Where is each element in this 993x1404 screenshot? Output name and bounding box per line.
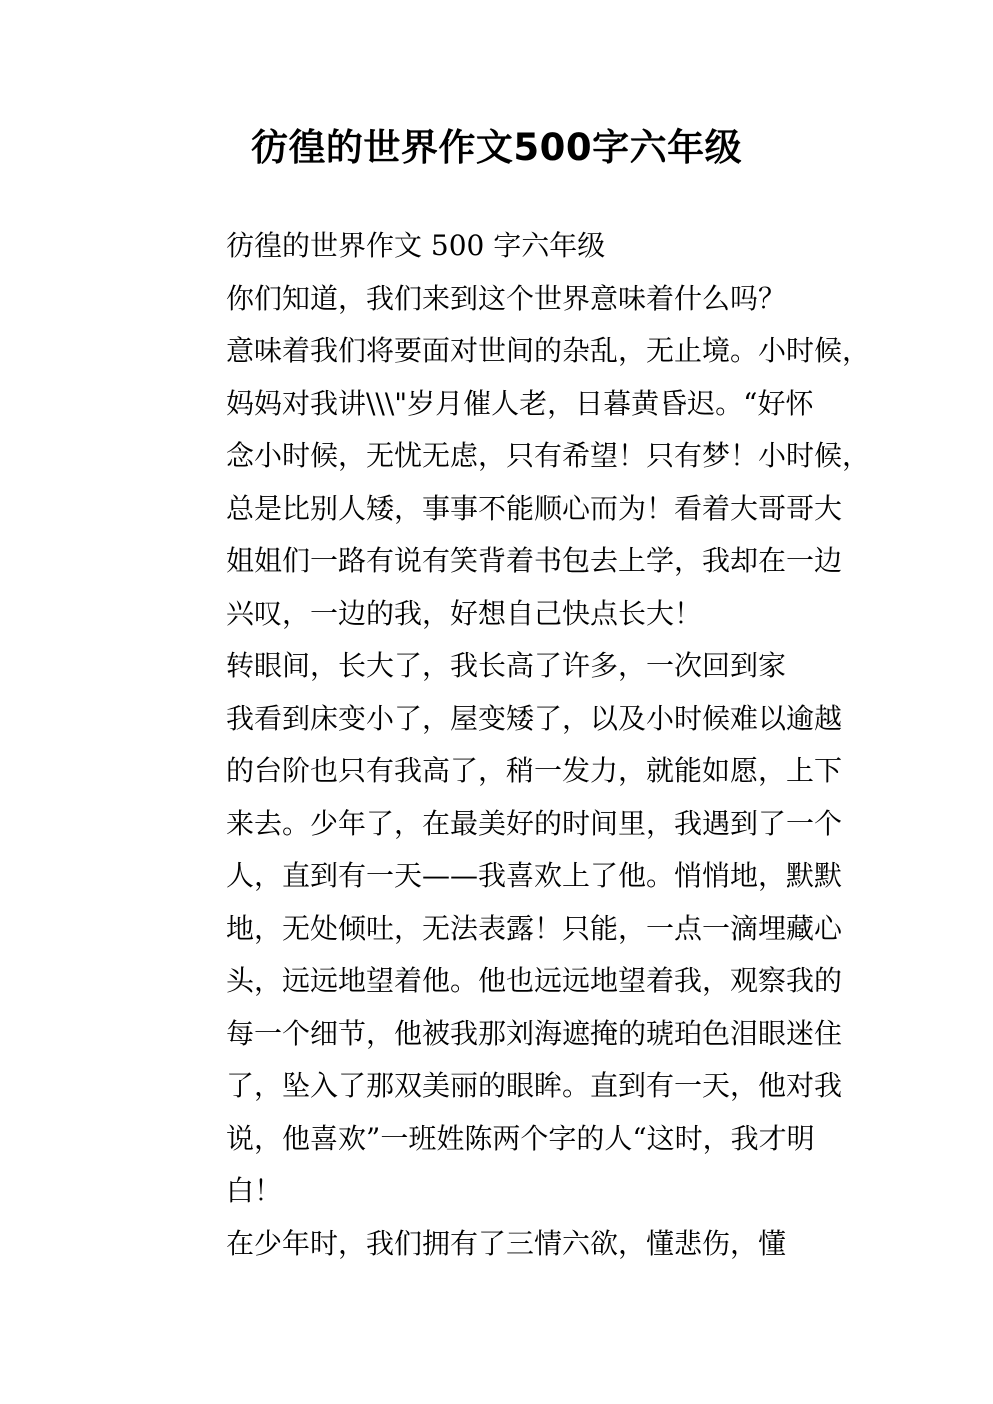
paragraph-line: 头，远远地望着他。他也远远地望着我，观察我的 — [226, 964, 843, 997]
paragraph-line: 在少年时，我们拥有了三情六欲，懂悲伤，懂 — [226, 1226, 787, 1260]
paragraph-line: 白！ — [226, 1174, 283, 1207]
paragraph-line: 你们知道，我们来到这个世界意味着什么吗？ — [226, 281, 787, 315]
paragraph-line: 总是比别人矮，事事不能顺心而为！看着大哥哥大 — [226, 491, 843, 525]
paragraph-line: 的台阶也只有我高了，稍一发力，就能如愿，上下 — [226, 754, 843, 787]
paragraph-line: 来去。少年了，在最美好的时间里，我遇到了一个 — [226, 806, 843, 840]
paragraph-line: 妈妈对我讲\\\"岁月催人老，日暮黄昏迟。“好怀 — [226, 386, 814, 420]
document-body — [166, 220, 871, 1270]
paragraph-3 — [166, 1218, 836, 1271]
paragraph-line: 地，无处倾吐，无法表露！只能，一点一滴埋藏心 — [226, 911, 843, 945]
document-subtitle: 彷徨的世界作文 500 字六年级 — [226, 229, 606, 262]
document-title: 彷徨的世界作文500字六年级 — [250, 126, 743, 169]
paragraph-1 — [166, 273, 871, 641]
paragraph-line: 兴叹，一边的我，好想自己快点长大！ — [226, 596, 703, 630]
paragraph-2 — [166, 640, 843, 1218]
paragraph-line: 了，坠入了那双美丽的眼眸。直到有一天，他对我 — [226, 1069, 843, 1102]
paragraph-line: 每一个细节，他被我那刘海遮掩的琥珀色泪眼迷住 — [226, 1016, 843, 1050]
paragraph-line: 念小时候，无忧无虑，只有希望！只有梦！小时候， — [226, 439, 871, 472]
paragraph-line: 转眼间，长大了，我长高了许多，一次回到家 — [226, 649, 787, 682]
paragraph-line: 说，他喜欢”一班姓陈两个字的人“这时，我才明 — [226, 1121, 815, 1155]
paragraph-line: 姐姐们一路有说有笑背着书包去上学，我却在一边 — [226, 544, 843, 577]
paragraph-line: 意味着我们将要面对世间的杂乱，无止境。小时候， — [226, 334, 871, 367]
paragraph-line: 人，直到有一天——我喜欢上了他。悄悄地，默默 — [226, 859, 843, 892]
paragraph-line: 我看到床变小了，屋变矮了，以及小时候难以逾越 — [226, 701, 843, 735]
